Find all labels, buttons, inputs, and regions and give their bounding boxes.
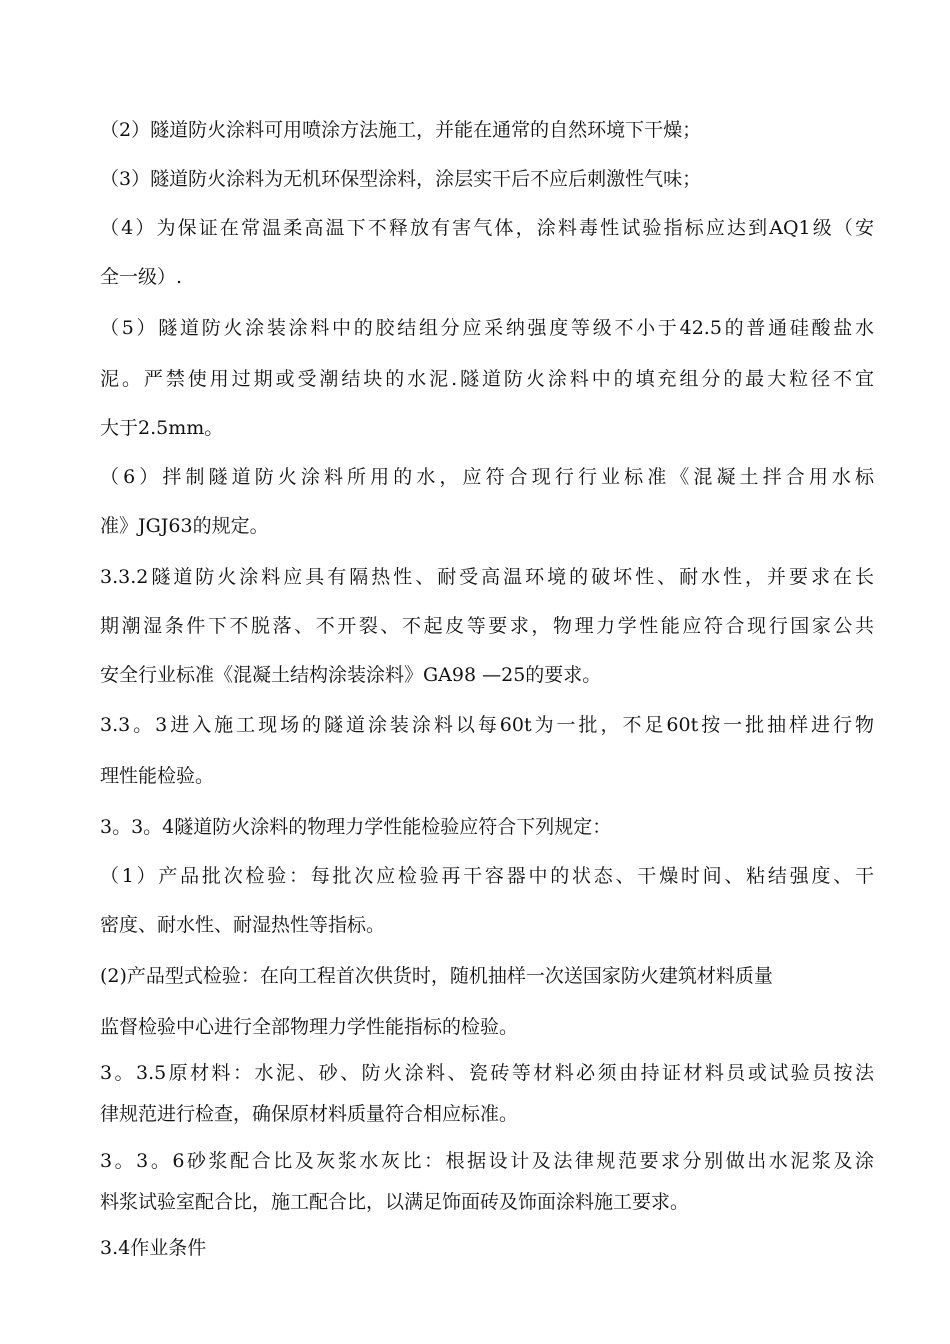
text-line: 3。3。4隧道防火涂料的物理力学性能检验应符合下列规定：: [100, 816, 612, 838]
text-line: （3）隧道防火涂料为无机环保型涂料，涂层实干后不应后刺激性气味；: [100, 168, 702, 190]
text-line: （6）拌制隧道防火涂料所用的水，应符合现行行业标准《混凝土拌合用水标: [100, 466, 874, 488]
text-line: (2)产品型式检验：在向工程首次供货时，随机抽样一次送国家防火建筑材料质量: [100, 965, 773, 987]
text-line: （5）隧道防火涂装涂料中的胶结组分应采纳强度等级不小于42.5的普通硅酸盐水: [100, 317, 874, 339]
text-line: 安全行业标准《混凝土结构涂装涂料》GA98 —25的要求。: [100, 664, 602, 686]
text-line: （4）为保证在常温柔高温下不释放有害气体，涂料毒性试验指标应达到AQ1级（安: [100, 217, 874, 239]
text-line: （2）隧道防火涂料可用喷涂方法施工，并能在通常的自然环境下干燥；: [100, 119, 702, 141]
text-line: 3。3.5原材料：水泥、砂、防火涂料、瓷砖等材料必须由持证材料员或试验员按法: [100, 1062, 874, 1084]
text-line: 3.3。3进入施工现场的隧道涂装涂料以每60t为一批，不足60t按一批抽样进行物: [100, 714, 874, 736]
section-heading: 3.4作业条件: [100, 1237, 207, 1259]
text-line: 全一级）.: [100, 266, 183, 288]
text-line: 3。3。6砂浆配合比及灰浆水灰比：根据设计及法律规范要求分别做出水泥浆及涂: [100, 1150, 874, 1172]
text-line: 律规范进行检查，确保原材料质量符合相应标准。: [100, 1103, 519, 1125]
text-line: 泥。严禁使用过期或受潮结块的水泥.隧道防火涂料中的填充组分的最大粒径不宜: [100, 368, 874, 390]
text-line: 期潮湿条件下不脱落、不开裂、不起皮等要求，物理力学性能应符合现行国家公共: [100, 615, 874, 637]
text-line: 理性能检验。: [100, 765, 215, 787]
text-line: 准》JGJ63的规定。: [100, 515, 269, 537]
text-line: 3.3.2隧道防火涂料应具有隔热性、耐受高温环境的破坏性、耐水性，并要求在长: [100, 566, 874, 588]
text-line: 监督检验中心进行全部物理力学性能指标的检验。: [100, 1016, 519, 1038]
text-line: 密度、耐水性、耐湿热性等指标。: [100, 914, 386, 936]
text-line: 大于2.5mm。: [100, 417, 224, 439]
text-line: 料浆试验室配合比，施工配合比，以满足饰面砖及饰面涂料施工要求。: [100, 1191, 690, 1213]
text-line: （1）产品批次检验：每批次应检验再干容器中的状态、干燥时间、粘结强度、干: [100, 865, 874, 887]
